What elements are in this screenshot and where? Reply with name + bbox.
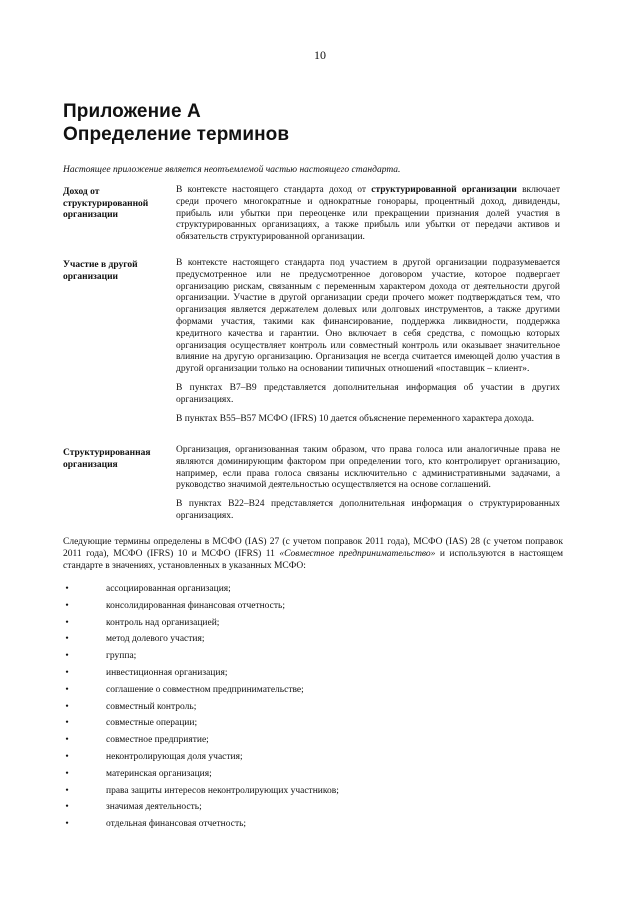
bullet-icon: • xyxy=(65,617,69,628)
page-number: 10 xyxy=(314,48,326,62)
definition-paragraph xyxy=(176,185,560,244)
bullet-icon: • xyxy=(65,785,69,796)
appendix-intro: Настоящее приложение является неотъемлемой частью настоящего стандарта. xyxy=(63,165,401,175)
definition-text: включает среди прочего многократные и однократные гонорары, процентный доход, дивиденды, прибыль или убытки при переоценке или прекращении признания долей участия в структурированных организациях, а также прибыль или убытки от передачи активов и обязательств структурированной организации. xyxy=(176,185,561,243)
list-item-text: материнская организация; xyxy=(106,768,212,779)
appendix-heading xyxy=(63,100,289,146)
following-terms-paragraph xyxy=(63,537,563,572)
list-item-text: совместное предприятие; xyxy=(106,735,209,746)
list-item-text: неконтролирующая доля участия; xyxy=(106,751,243,762)
list-item-text: ассоциированная организация; xyxy=(106,584,231,594)
list-item-text: совместный контроль; xyxy=(106,701,197,712)
definition-structured-entity xyxy=(176,445,560,530)
list-item-text: метод долевого участия; xyxy=(106,634,205,645)
definition-paragraph: Организация, организованная таким образом, что права голоса или аналогичные права не являются доминирующим фактором при определении того, кто контролирует организацию, например, если права голоса связаны исключительно с административными задачами, а руководство значимой деятельностью осуществляется на основе соглашений. xyxy=(176,445,560,491)
definition-paragraph: В контексте настоящего стандарта под участием в другой организации подразумевается предусмотренное или не предусмотренное договором участие, которое подвергает организацию рискам, связанным с переменным характером дохода от деятельности другой организации. Участие в другой организации среди прочего может подтверждаться тем, что организация является держателем долевых или долговых инструментов, а также другими формами участия, такими как финансирование, поддержка ликвидности, поддержка кредитного качества и гарантии. Оно включает в себя средства, с помощью которых организация осуществляет контроль или совместный контроль или оказывает значительное влияние на другую организацию. Организация не всегда считается имеющей долю участия в другой организации только на основании типичных отношений «поставщик – клиент». xyxy=(176,258,560,375)
definition-interest-in-another-entity xyxy=(176,258,560,432)
definition-income-from-structured-entity xyxy=(176,185,560,251)
bullet-icon: • xyxy=(65,751,69,762)
bullet-icon: • xyxy=(65,634,69,645)
bullet-icon: • xyxy=(65,667,69,678)
term-income-from-structured-entity: Доход от структурированной организации xyxy=(63,187,149,220)
bullet-icon: • xyxy=(65,600,69,611)
list-item-text: права защиты интересов неконтролирующих участников; xyxy=(106,785,339,796)
following-text: и используются в настоящем стандарте в значениях, установленных в указанных МСФО: xyxy=(63,548,563,571)
following-text: Следующие термины определены в МСФО (IAS) 27 (с учетом поправок 2011 года), МСФО (IAS) 28 (с учетом поправок 2011 года), МСФО (IFRS) 10 и МСФО (IFRS) 11 xyxy=(63,537,563,559)
list-item-text: отдельная финансовая отчетность; xyxy=(106,819,247,830)
bullet-icon: • xyxy=(65,735,69,746)
term-structured-entity: Структурированная организация xyxy=(63,448,151,470)
bullet-icon: • xyxy=(65,802,69,813)
appendix-subtitle: Определение терминов xyxy=(63,124,290,145)
following-text-italic: «Совместное предпринимательство» xyxy=(279,548,436,559)
list-item-text: значимая деятельность; xyxy=(106,802,202,813)
list-item-text: совместные операции; xyxy=(106,718,198,729)
bullet-icon: • xyxy=(65,718,69,729)
definition-paragraph: В пунктах B22–B24 представляется дополнительная информация о структурированных организациях. xyxy=(176,499,560,521)
list-item-text: инвестиционная организация; xyxy=(106,667,228,678)
bullet-icon: • xyxy=(65,584,69,594)
list-item-text: группа; xyxy=(106,651,137,662)
bullet-icon: • xyxy=(65,768,69,779)
bullet-icon: • xyxy=(65,819,69,830)
definition-text: В контексте настоящего стандарта доход от xyxy=(176,185,372,195)
definition-paragraph: В пунктах B7–B9 представляется дополнительная информация об участии в других организациях. xyxy=(176,382,560,405)
bullet-icon: • xyxy=(65,651,69,662)
term-interest-in-another-entity: Участие в другой организации xyxy=(63,260,138,282)
list-item-text: контроль над организацией; xyxy=(106,617,220,628)
list-item-text: консолидированная финансовая отчетность; xyxy=(106,600,286,611)
list-item-text: соглашение о совместном предпринимательстве; xyxy=(106,684,304,695)
definition-bold-term: структурированной организации xyxy=(371,185,517,195)
appendix-title: Приложение А xyxy=(63,101,201,122)
bullet-icon: • xyxy=(65,684,69,695)
bullet-icon: • xyxy=(65,701,69,712)
definition-paragraph: В пунктах B55–B57 МСФО (IFRS) 10 дается объяснение переменного характера дохода. xyxy=(176,413,535,424)
